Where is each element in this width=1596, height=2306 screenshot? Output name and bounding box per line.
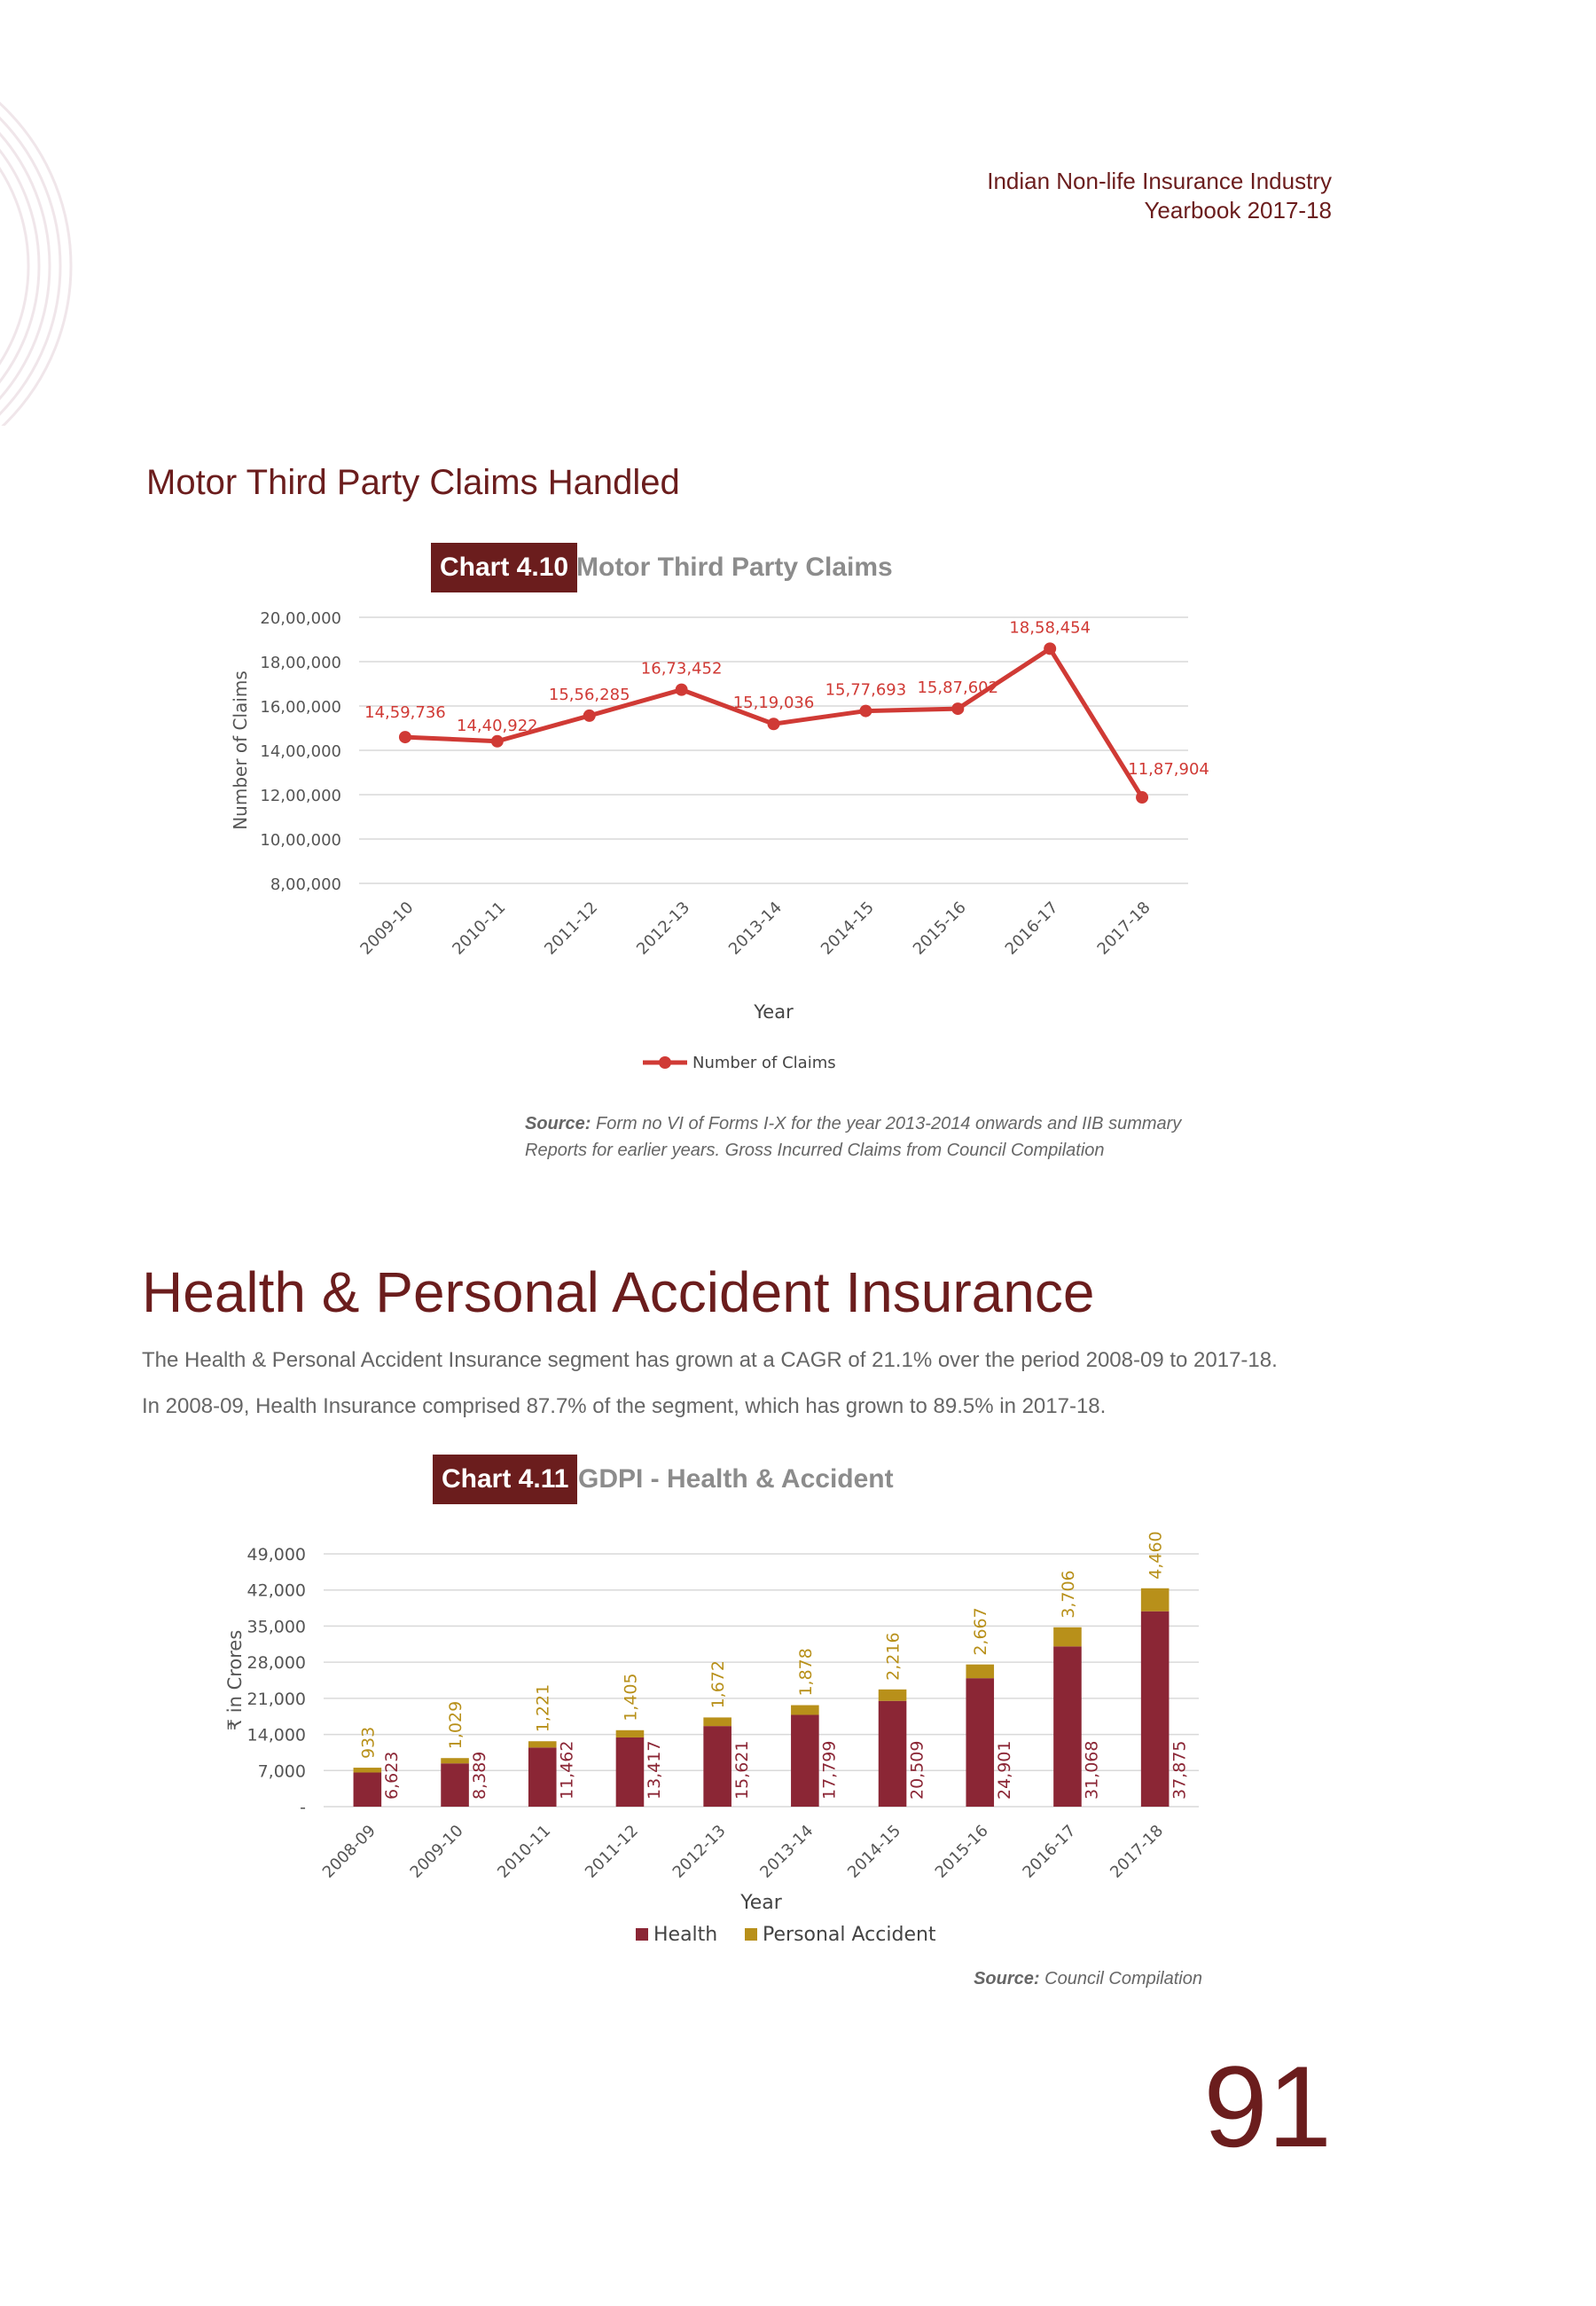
data-label-health: 31,068 bbox=[1082, 1740, 1102, 1800]
bar-health bbox=[616, 1737, 645, 1807]
chart-4-11-tag: Chart 4.11 bbox=[433, 1455, 577, 1504]
data-label-personal-accident: 1,672 bbox=[708, 1660, 729, 1709]
health-source bbox=[974, 1965, 1202, 1992]
health-accident-bar-chart bbox=[204, 1517, 1241, 1978]
data-label-personal-accident: 933 bbox=[358, 1726, 379, 1760]
motor-source bbox=[525, 1110, 1181, 1164]
data-point bbox=[491, 735, 504, 748]
data-label-health: 8,389 bbox=[469, 1751, 489, 1800]
x-tick-label: 2014-15 bbox=[817, 898, 878, 959]
bar-personal-accident bbox=[1053, 1628, 1082, 1647]
data-label-health: 6,623 bbox=[382, 1751, 403, 1800]
health-source-label: Source: bbox=[974, 1969, 1040, 1988]
data-label-health: 37,875 bbox=[1170, 1740, 1190, 1800]
legend-marker bbox=[659, 1056, 671, 1069]
x-tick-label: 2012-13 bbox=[633, 898, 694, 959]
bar-personal-accident bbox=[354, 1768, 382, 1772]
legend-swatch-health bbox=[636, 1928, 648, 1941]
motor-source-line2: Reports for earlier years. Gross Incurred Claims from Council Compilation bbox=[525, 1141, 1105, 1160]
data-label-health: 15,621 bbox=[732, 1740, 752, 1800]
bar-health bbox=[528, 1747, 557, 1807]
x-tick-label: 2017-18 bbox=[1093, 898, 1154, 959]
x-tick-label: 2013-14 bbox=[724, 898, 786, 959]
y-tick-label: 14,000 bbox=[246, 1725, 306, 1745]
y-tick-label: 20,00,000 bbox=[260, 609, 341, 628]
data-label: 14,59,736 bbox=[364, 703, 446, 723]
page-number: 91 bbox=[1203, 2042, 1332, 2171]
x-axis-label: Year bbox=[754, 1001, 794, 1023]
data-label-personal-accident: 4,460 bbox=[1146, 1531, 1166, 1580]
x-tick-label: 2010-11 bbox=[449, 898, 510, 959]
data-label-personal-accident: 2,216 bbox=[883, 1632, 904, 1681]
data-label: 15,56,285 bbox=[548, 685, 630, 704]
y-tick-label: - bbox=[300, 1798, 306, 1817]
data-label: 16,73,452 bbox=[640, 659, 723, 678]
chart-4-11-caption: GDPI - Health & Accident bbox=[578, 1464, 894, 1494]
data-point bbox=[1044, 642, 1056, 655]
data-label: 11,87,904 bbox=[1128, 760, 1209, 780]
data-label-health: 20,509 bbox=[907, 1740, 927, 1800]
motor-source-line1: Form no VI of Forms I-X for the year 2013-2014 onwards and IIB summary bbox=[596, 1114, 1182, 1133]
decorative-arcs bbox=[0, 0, 89, 426]
x-tick-label: 2012-13 bbox=[669, 1821, 730, 1882]
motor-claims-line-chart bbox=[204, 594, 1241, 1091]
y-tick-label: 21,000 bbox=[246, 1689, 306, 1709]
x-tick-label: 2008-09 bbox=[318, 1821, 379, 1882]
x-tick-label: 2013-14 bbox=[756, 1821, 818, 1882]
bar-personal-accident bbox=[616, 1730, 645, 1737]
data-label-health: 24,901 bbox=[995, 1740, 1015, 1800]
motor-section-title: Motor Third Party Claims Handled bbox=[146, 463, 680, 502]
x-tick-label: 2015-16 bbox=[909, 898, 970, 959]
bar-personal-accident bbox=[528, 1741, 557, 1747]
x-tick-label: 2016-17 bbox=[1019, 1821, 1080, 1882]
y-tick-label: 12,00,000 bbox=[260, 787, 341, 805]
y-tick-label: 18,00,000 bbox=[260, 654, 341, 672]
data-label: 14,40,922 bbox=[457, 716, 538, 735]
motor-source-label: Source: bbox=[525, 1114, 591, 1133]
data-label: 15,77,693 bbox=[825, 680, 907, 700]
data-label-personal-accident: 2,667 bbox=[971, 1607, 991, 1656]
data-label-personal-accident: 1,878 bbox=[795, 1648, 816, 1697]
data-point bbox=[768, 718, 780, 730]
chart-4-10-caption: Motor Third Party Claims bbox=[576, 553, 893, 582]
y-tick-label: 49,000 bbox=[246, 1545, 306, 1565]
data-label-health: 11,462 bbox=[557, 1740, 577, 1800]
x-tick-label: 2016-17 bbox=[1001, 898, 1062, 959]
health-section-title: Health & Personal Accident Insurance bbox=[142, 1260, 1095, 1324]
y-tick-label: 35,000 bbox=[246, 1617, 306, 1637]
data-point bbox=[676, 684, 688, 696]
chart-4-10-tag: Chart 4.10 bbox=[431, 543, 577, 592]
bar-health bbox=[354, 1772, 382, 1807]
data-label-health: 13,417 bbox=[645, 1740, 665, 1800]
health-paragraph-1: The Health & Personal Accident Insurance segment has grown at a CAGR of 21.1% over the period 2008-09 to 2017-18. bbox=[142, 1348, 1278, 1372]
bar-health bbox=[441, 1763, 469, 1807]
data-point bbox=[1136, 791, 1148, 804]
bar-personal-accident bbox=[879, 1690, 907, 1701]
data-point bbox=[583, 710, 596, 722]
x-tick-label: 2015-16 bbox=[931, 1821, 992, 1882]
data-point bbox=[859, 705, 872, 718]
health-source-text: Council Compilation bbox=[1044, 1969, 1202, 1988]
x-tick-label: 2009-10 bbox=[406, 1821, 467, 1882]
bar-health bbox=[791, 1714, 819, 1807]
x-tick-label: 2011-12 bbox=[541, 898, 602, 959]
bar-health bbox=[703, 1726, 732, 1807]
data-label-personal-accident: 1,221 bbox=[533, 1683, 553, 1733]
y-tick-label: 42,000 bbox=[246, 1580, 306, 1601]
x-tick-label: 2010-11 bbox=[494, 1821, 555, 1882]
data-label: 15,87,602 bbox=[917, 678, 999, 698]
y-tick-label: 28,000 bbox=[246, 1653, 306, 1674]
data-label-personal-accident: 1,029 bbox=[446, 1700, 466, 1750]
y-tick-label: 7,000 bbox=[257, 1761, 306, 1782]
legend-swatch-personal-accident bbox=[745, 1928, 757, 1941]
y-tick-label: 10,00,000 bbox=[260, 831, 341, 850]
bar-health bbox=[879, 1701, 907, 1807]
header-line2: Yearbook 2017-18 bbox=[1144, 197, 1332, 224]
y-axis-label: Number of Claims bbox=[230, 671, 251, 830]
bar-personal-accident bbox=[441, 1758, 469, 1763]
data-label: 18,58,454 bbox=[1009, 618, 1091, 638]
health-paragraph-2: In 2008-09, Health Insurance comprised 87.7% of the segment, which has grown to 89.5% in 2017-18. bbox=[142, 1394, 1107, 1418]
legend-label-number-of-claims: Number of Claims bbox=[692, 1054, 836, 1072]
x-tick-label: 2014-15 bbox=[844, 1821, 905, 1882]
y-tick-label: 8,00,000 bbox=[270, 875, 341, 894]
x-tick-label: 2017-18 bbox=[1107, 1821, 1168, 1882]
y-tick-label: 16,00,000 bbox=[260, 698, 341, 717]
legend-label-health: Health bbox=[653, 1924, 718, 1946]
y-axis-label: ₹ in Crores bbox=[224, 1629, 246, 1731]
x-tick-label: 2011-12 bbox=[581, 1821, 642, 1882]
x-tick-label: 2009-10 bbox=[356, 898, 418, 959]
header-line1: Indian Non-life Insurance Industry bbox=[987, 168, 1332, 194]
bar-personal-accident bbox=[966, 1665, 994, 1679]
bar-health bbox=[1053, 1646, 1082, 1807]
bar-personal-accident bbox=[791, 1706, 819, 1715]
x-axis-label: Year bbox=[740, 1892, 782, 1914]
data-label-personal-accident: 3,706 bbox=[1058, 1570, 1078, 1619]
bar-personal-accident bbox=[703, 1717, 732, 1726]
bar-health bbox=[1141, 1612, 1170, 1807]
y-tick-label: 14,00,000 bbox=[260, 742, 341, 761]
bar-personal-accident bbox=[1141, 1588, 1170, 1612]
bar-health bbox=[966, 1678, 994, 1807]
data-point bbox=[399, 731, 411, 743]
page-header bbox=[987, 167, 1332, 225]
legend-label-personal-accident: Personal Accident bbox=[763, 1924, 936, 1946]
data-label-personal-accident: 1,405 bbox=[621, 1673, 641, 1722]
data-label-health: 17,799 bbox=[819, 1740, 840, 1800]
data-label: 15,19,036 bbox=[732, 694, 815, 713]
data-point bbox=[951, 702, 964, 715]
